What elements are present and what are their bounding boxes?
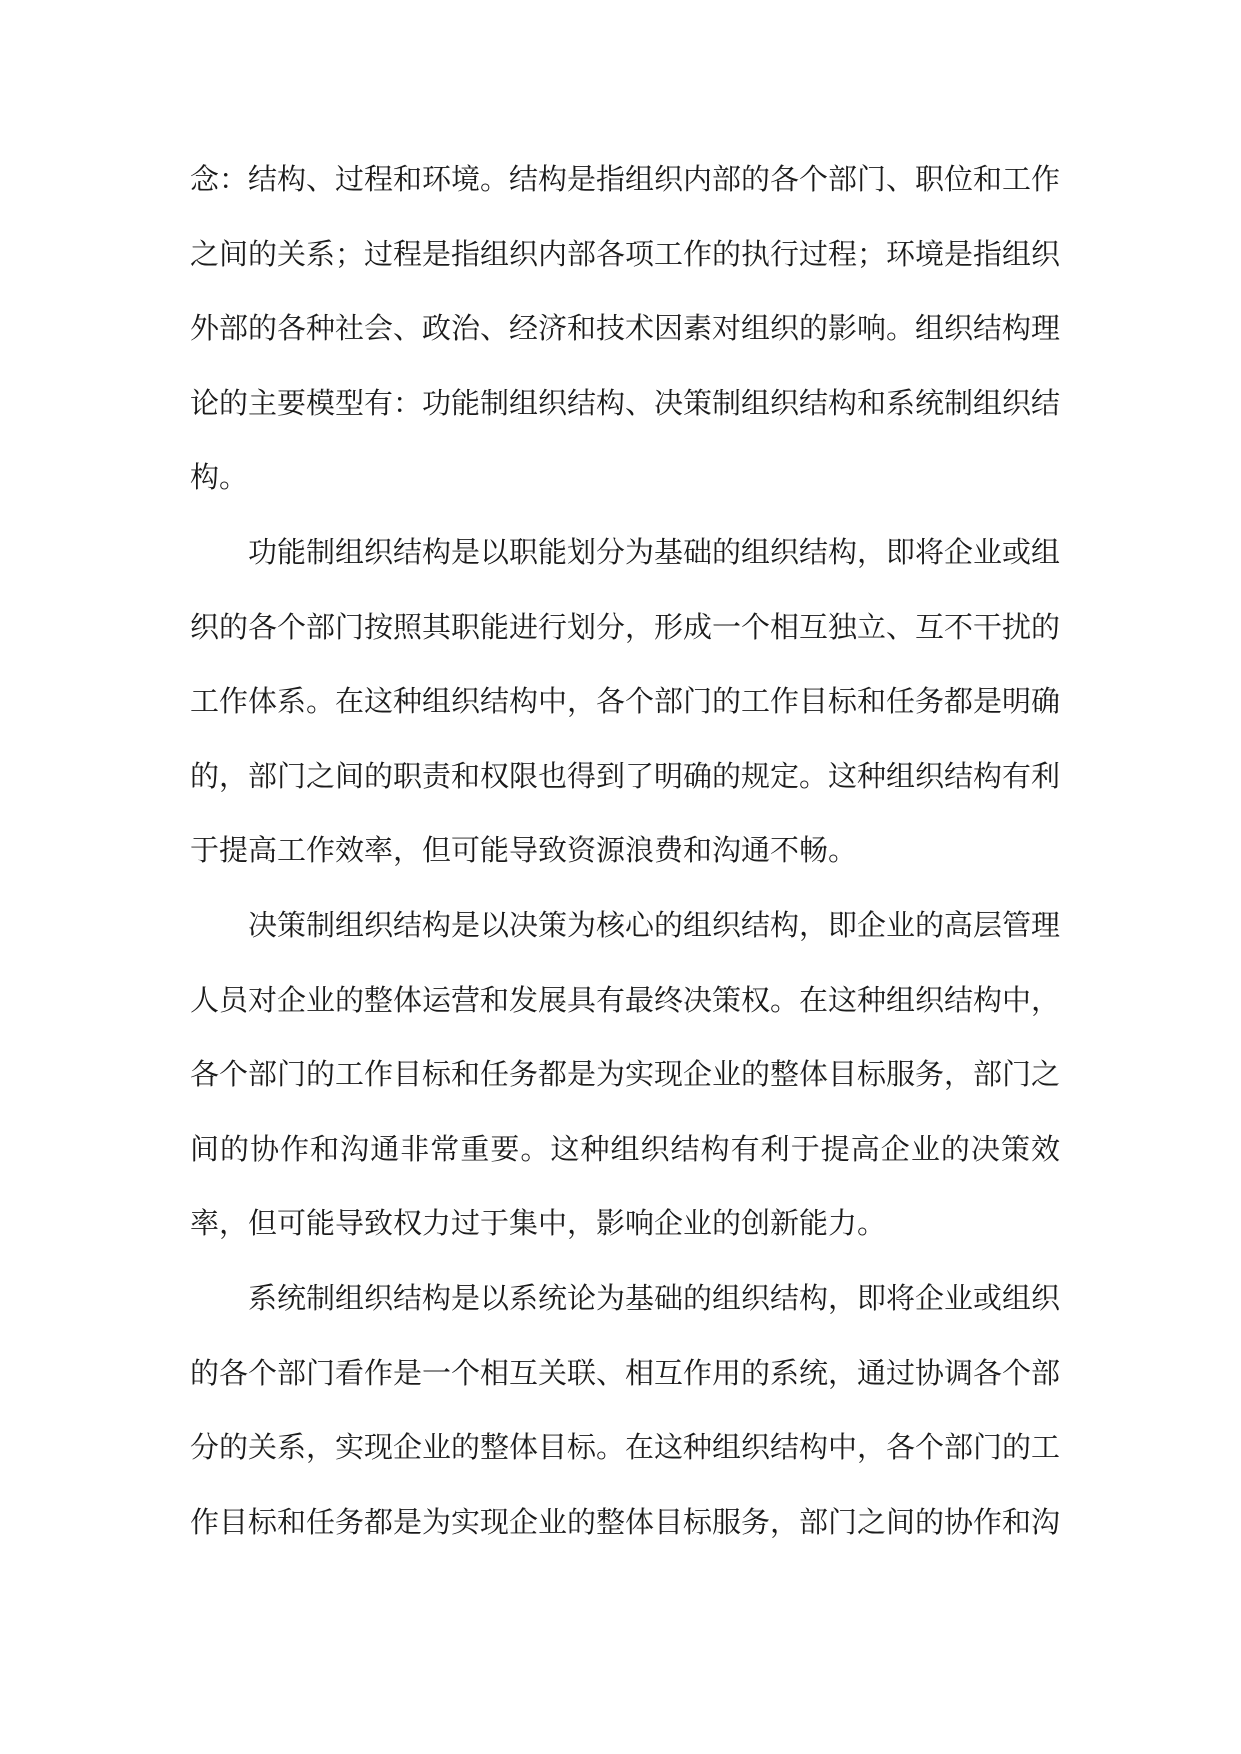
- document-body: [190, 142, 1060, 1559]
- paragraph-functional-structure: 功能制组织结构是以职能划分为基础的组织结构，即将企业或组织的各个部门按照其职能进行划分，形成一个相互独立、互不干扰的工作体系。在这种组织结构中，各个部门的工作目标和任务都是明确的，部门之间的职责和权限也得到了明确的规定。这种组织结构有利于提高工作效率，但可能导致资源浪费和沟通不畅。: [190, 534, 1061, 868]
- paragraph-decision-structure: 决策制组织结构是以决策为核心的组织结构，即企业的高层管理人员对企业的整体运营和发展具有最终决策权。在这种组织结构中，各个部门的工作目标和任务都是为实现企业的整体目标服务，部门之间的协作和沟通非常重要。这种组织结构有利于提高企业的决策效率，但可能导致权力过于集中，影响企业的创新能力。: [190, 907, 1061, 1241]
- paragraph-system-structure: 系统制组织结构是以系统论为基础的组织结构，即将企业或组织的各个部门看作是一个相互关联、相互作用的系统，通过协调各个部分的关系，实现企业的整体目标。在这种组织结构中，各个部门的工作目标和任务都是为实现企业的整体目标服务，部门之间的协作和沟: [190, 1280, 1061, 1539]
- paragraph-continued: 念：结构、过程和环境。结构是指组织内部的各个部门、职位和工作之间的关系；过程是指组织内部各项工作的执行过程；环境是指组织外部的各种社会、政治、经济和技术因素对组织的影响。组织结构理论的主要模型有：功能制组织结构、决策制组织结构和系统制组织结构。: [190, 162, 1061, 495]
